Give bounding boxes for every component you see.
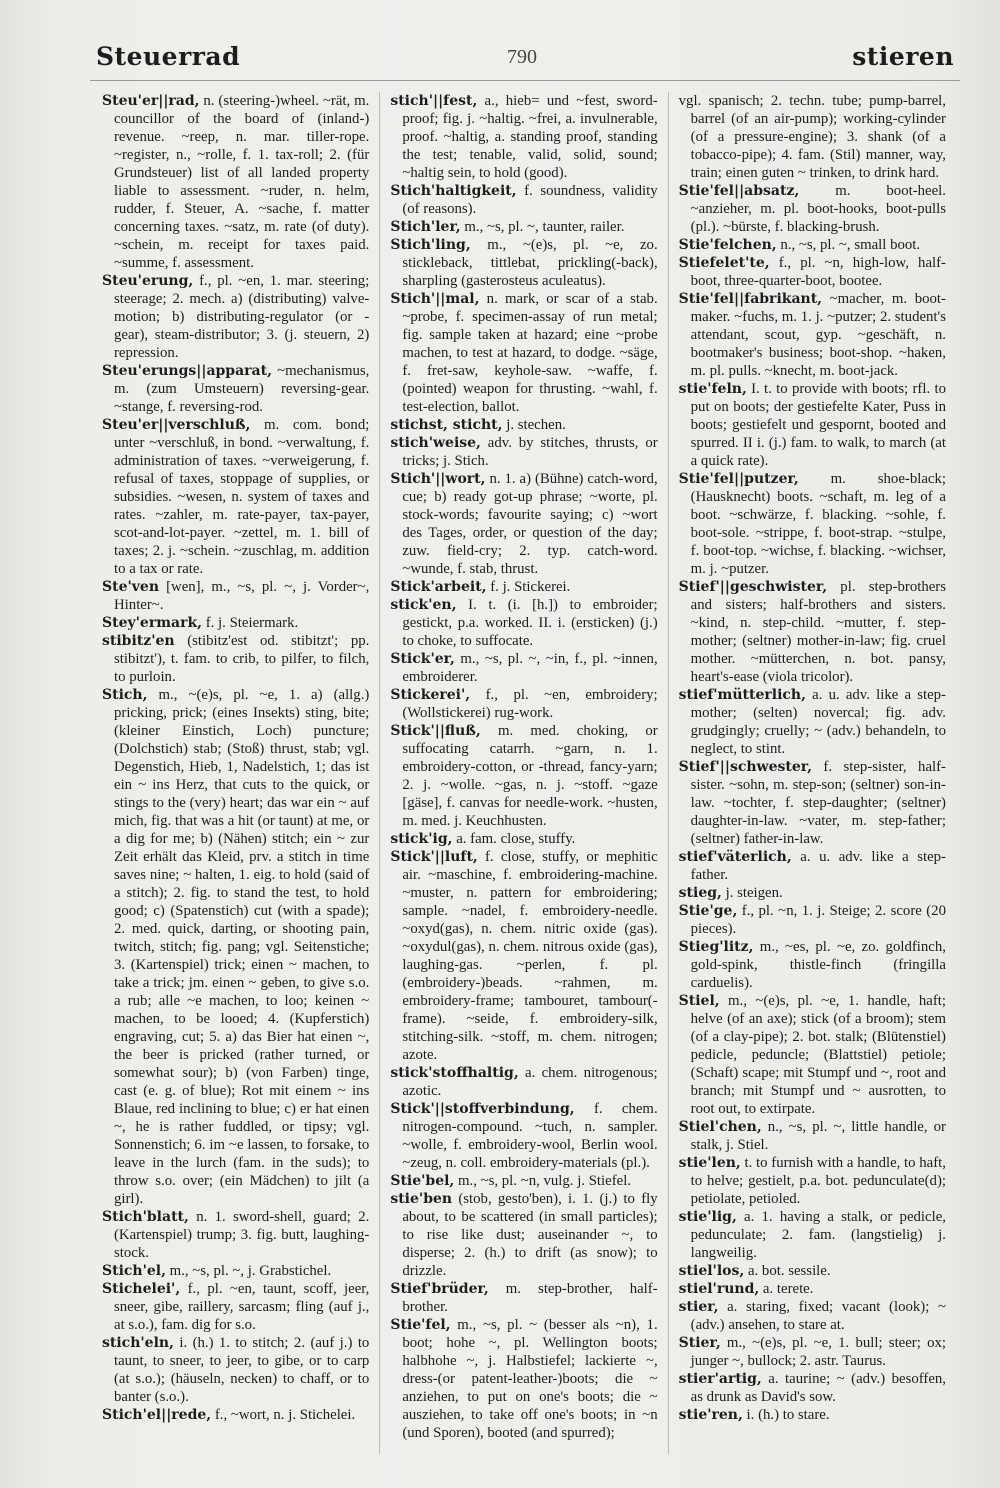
text-columns: [92, 92, 956, 1454]
dictionary-entry: [679, 902, 946, 938]
entry-headword: Stie'bel,: [390, 1173, 455, 1189]
entry-definition: a. chem. nitrogenous; azotic.: [402, 1065, 658, 1099]
entry-headword: Steu'erungs||apparat,: [102, 363, 272, 379]
entry-definition: m., ~s, pl. ~n, vulg. j. Stiefel.: [454, 1173, 632, 1189]
entry-definition: a. u. adv. like a step-father.: [690, 849, 946, 883]
entry-definition: ~macher, m. boot-maker. ~fuchs, m. 1. j. ~putzer; 2. student's attendant, scout, gyp. ~geschäft, n. bootmaker's business; boot-shop. ~haken, m. pl. pulls. ~knecht, m. boot-jack.: [690, 291, 946, 379]
entry-headword: Stich'haltigkeit,: [390, 183, 517, 199]
dictionary-entry: [390, 416, 657, 434]
entry-headword: Steu'er||rad,: [102, 93, 200, 109]
entry-headword: stick'en,: [390, 597, 457, 613]
dictionary-entry: [679, 380, 946, 470]
entry-definition: f., ~wort, n. j. Stichelei.: [211, 1407, 356, 1423]
entry-definition: m., ~(e)s, pl. ~e, 1. a) (allg.) pricking, prick; (eines Insekts) sting, bite; (kleiner Einstich, Loch) puncture; (Dolchstich) stab; (Stoß) thrust, stab; vgl. Degenstich, Hieb, 1, Nadelstich, 1; das ist ein ~ ins Herz, that cuts to the quick, or stings to the (very) heart; das war ein ~ auf mich, fig. that was a hit (or taunt) at me, or a dig for me; b) (Nähen) stitch; ein ~ zur Zeit erhält das Kleid, prv. a stitch in time saves nine; ~ halten, 1. eig. to hold (said of a stitch); 2. fig. to stand the test, to hold good; c) (Spatenstich) cut (with a spade); 2. med. quick, darting, or shooting pain, twitch, stitch; fig. pang; vgl. Seitenstiche; 3. (Kartenspiel) trick; einen ~ machen, to take a trick; jm. einen ~ geben, to give s.o. a rub; alle ~e machen, to loo; keinen ~ machen, to be looed; 4. (Kupferstich) engraving, cut; 5. a) das Bier hat einen ~, the beer is pricked (rather turned, or somewhat sour); b) (von Farben) tinge, cast (e. g. of blue); Rot mit einem ~ ins Blaue, red inclining to blue; c) er hat einen ~, he is rather fuddled, or tipsy; vgl. Sonnenstich; 6. im ~e lassen, to forsake, to leave in the lurch (fam. in the suds); to throw s.o. over; (ein Mädchen) to jilt (a girl).: [114, 687, 370, 1207]
entry-definition: a. u. adv. like a step-mother; (selten) novercal; fig. adv. grudgingly; cruelly; ~ (adv.) behandeln, to neglect, to stint.: [690, 687, 946, 757]
entry-headword: Stich,: [102, 687, 148, 703]
entry-headword: stick'stoffhaltig,: [390, 1065, 519, 1081]
entry-headword: stich'||fest,: [390, 93, 478, 109]
entry-headword: stiel'rund,: [678, 1281, 760, 1297]
running-header: [84, 40, 960, 80]
entry-headword: stier,: [678, 1299, 719, 1315]
dictionary-entry: [102, 1334, 369, 1406]
entry-definition: m., ~s, pl. ~, taunter, railer.: [460, 219, 625, 235]
entry-definition: I. t. to provide with boots; rfl. to put on boots; der gestiefelte Kater, Puss in boots; gestiefelt und gespornt, booted and spurred. II i. (j.) fam. to walk, to march (at a quick rate).: [690, 381, 946, 469]
dictionary-entry: [102, 578, 369, 614]
dictionary-entry: [679, 92, 946, 182]
dictionary-entry: [679, 848, 946, 884]
entry-headword: Stie'fel||absatz,: [678, 183, 800, 199]
entry-headword: Steu'er||verschluß,: [102, 417, 251, 433]
dictionary-entry: [390, 1064, 657, 1100]
entry-definition: n., ~s, pl. ~, small boot.: [776, 237, 921, 253]
entry-definition: t. to furnish with a handle, to haft, to helve; gestielt, p.a. bot. pedunculate(d); petiolate, petioled.: [690, 1155, 946, 1207]
entry-headword: Steu'erung,: [102, 273, 194, 289]
entry-headword: stich'eln,: [102, 1335, 174, 1351]
entry-headword: stich'weise,: [390, 435, 481, 451]
dictionary-entry: [102, 1262, 369, 1280]
entry-definition: n., ~s, pl. ~, little handle, or stalk, j. Stiel.: [690, 1119, 946, 1153]
column-2: [379, 92, 667, 1454]
dictionary-entry: [679, 1118, 946, 1154]
header-rule: [90, 80, 960, 81]
dictionary-entry: [390, 182, 657, 218]
entry-headword: Stich'el,: [102, 1263, 166, 1279]
dictionary-entry: [102, 92, 369, 272]
entry-headword: Ste'ven: [102, 579, 159, 595]
entry-headword: stie'ben: [390, 1191, 453, 1207]
entry-headword: Stich'||wort,: [390, 471, 486, 487]
entry-headword: Stich'ler,: [390, 219, 461, 235]
entry-definition: m. boot-heel. ~anzieher, m. pl. boot-hooks, boot-pulls (pl.). ~bürste, f. blacking-brush.: [690, 183, 946, 235]
entry-definition: (stob, gesto'ben), i. 1. (j.) to fly about, to be scattered (in small particles); to rise like dust; auseinander ~, to disperse; 2. (h.) to drift (as snow); to drizzle.: [402, 1191, 658, 1279]
entry-definition: m. com. bond; unter ~verschluß, in bond. ~verwaltung, f. administration of taxes. ~verweigerung, f. refusal of taxes, stoppage of supplies, or subsidies. ~wesen, n. system of taxes and rates. ~zahler, m. rate-payer, tax-payer, scot-and-lot-payer. ~zettel, m. 1. bill of taxes; 2. j. ~schein. ~zuschlag, m. addition to a tax or rate.: [114, 417, 370, 577]
dictionary-entry: [102, 362, 369, 416]
entry-definition: j. steigen.: [721, 885, 783, 901]
entry-definition: m. shoe-black; (Hausknecht) boots. ~schaft, m. leg of a boot. ~schwärze, f. blacking. ~sohle, f. boot-sole. ~strippe, f. boot-strap. ~stulpe, f. boot-top. ~wichse, f. blacking. ~wichser, m. j. ~putzer.: [690, 471, 946, 577]
dictionary-entry: [390, 470, 657, 578]
entry-headword: stief'väterlich,: [678, 849, 792, 865]
header-first-word: Steuerrad: [96, 42, 241, 71]
dictionary-entry: [679, 254, 946, 290]
dictionary-entry: [102, 632, 369, 686]
entry-headword: Stie'fel||fabrikant,: [678, 291, 823, 307]
entry-definition: f., pl. ~en, 1. mar. steering; steerage; 2. mech. a) (distributing) valve-motion; b) distributing-regulator (or -gear), steam-distributor; 3. (j. steuern, 2) repression.: [114, 273, 370, 361]
dictionary-entry: [679, 884, 946, 902]
entry-definition: m., ~s, pl. ~, ~in, f., pl. ~innen, embroiderer.: [402, 651, 658, 685]
dictionary-entry: [679, 1406, 946, 1424]
entry-definition: m., ~(e)s, pl. ~e, 1. handle, haft; helve (of an axe); stick (of a broom); stem (of a clay-pipe); 2. bot. stalk; (Blütenstiel) pedicle, peduncle; (Blattstiel) petiole; (Schaft) scape; mit Stumpf und ~, root and branch; mit Stumpf und ~ ausrotten, to root out, to extirpate.: [690, 993, 946, 1117]
header-last-word: stieren: [852, 42, 954, 71]
entry-definition: m., ~(e)s, pl. ~e, zo. stickleback, tittlebat, prickling(-back), sharpling (gasterosteus aculeatus).: [402, 237, 658, 289]
entry-definition: f., pl. ~en, embroidery; (Wollstickerei) rug-work.: [402, 687, 658, 721]
dictionary-entry: [679, 686, 946, 758]
entry-headword: Stick'||stoffverbindung,: [390, 1101, 575, 1117]
dictionary-entry: [679, 938, 946, 992]
dictionary-entry: [390, 1316, 657, 1442]
entry-definition: a. fam. close, stuffy.: [452, 831, 576, 847]
dictionary-entry: [102, 614, 369, 632]
column-3: [668, 92, 956, 1454]
entry-headword: Stier,: [678, 1335, 721, 1351]
entry-headword: Stick'er,: [390, 651, 455, 667]
dictionary-entry: [102, 1406, 369, 1424]
entry-headword: Stey'ermark,: [102, 615, 203, 631]
dictionary-entry: [390, 596, 657, 650]
dictionary-entry: [679, 470, 946, 578]
entry-headword: Stick'||fluß,: [390, 723, 481, 739]
entry-definition: m., ~s, pl. ~, j. Grabstichel.: [165, 1263, 332, 1279]
dictionary-entry: [679, 236, 946, 254]
entry-headword: Stich'el||rede,: [102, 1407, 212, 1423]
entry-headword: stie'ren,: [678, 1407, 743, 1423]
entry-definition: ~mechanismus, m. (zum Umsteuern) reversing-gear. ~stange, f. reversing-rod.: [114, 363, 370, 415]
dictionary-entry: [679, 578, 946, 686]
entry-headword: Stieg'litz,: [678, 939, 754, 955]
entry-definition: vgl. spanisch; 2. techn. tube; pump-barrel, barrel (of an air-pump); working-cylinder (of a pressure-engine); 3. shank (of a tobacco-pipe); 4. fam. (Stil) manner, way, train; einen guten ~ trinken, to drink hard.: [678, 93, 946, 181]
entry-headword: stie'lig,: [678, 1209, 737, 1225]
dictionary-entry: [390, 686, 657, 722]
dictionary-entry: [390, 236, 657, 290]
entry-definition: a. 1. having a stalk, or pedicle, pedunculate; 2. fam. (langstielig) j. langweilig.: [690, 1209, 946, 1261]
entry-definition: m. med. choking, or suffocating catarrh. ~garn, n. 1. embroidery-cotton, or -thread, fancy-yarn; 2. j. ~wolle. ~gas, n. j. ~stoff. ~gaze [gäse], f. canvas for needle-work. ~husten, m. med. j. Keuchhusten.: [402, 723, 658, 829]
dictionary-entry: [390, 92, 657, 182]
entry-definition: f. soundness, validity (of reasons).: [402, 183, 658, 217]
entry-definition: f., pl. ~n, high-low, half-boot, three-quarter-boot, bootee.: [690, 255, 946, 289]
entry-headword: stibitz'en: [102, 633, 175, 649]
dictionary-entry: [390, 1100, 657, 1172]
dictionary-entry: [390, 290, 657, 416]
dictionary-entry: [102, 1280, 369, 1334]
entry-definition: f. j. Stickerei.: [486, 579, 571, 595]
dictionary-entry: [679, 1280, 946, 1298]
entry-definition: f., pl. ~en, taunt, scoff, jeer, sneer, gibe, raillery, sarcasm; fling (auf j., at s.o.), fam. dig for s.o.: [114, 1281, 370, 1333]
entry-definition: a. taurine; ~ (adv.) besoffen, as drunk as David's sow.: [690, 1371, 946, 1405]
entry-headword: Stich'blatt,: [102, 1209, 189, 1225]
dictionary-entry: [679, 758, 946, 848]
dictionary-entry: [679, 1370, 946, 1406]
dictionary-entry: [679, 1154, 946, 1208]
dictionary-entry: [679, 290, 946, 380]
entry-definition: adv. by stitches, thrusts, or tricks; j. Stich.: [402, 435, 658, 469]
entry-definition: f. step-sister, half-sister. ~sohn, m. step-son; (seltner) son-in-law. ~tochter, f. step-daughter; (seltner) daughter-in-law. ~vater, m. step-father; (seltner) father-in-law.: [690, 759, 946, 847]
entry-definition: m., ~s, pl. ~ (besser als ~n), 1. boot; hohe ~, pl. Wellington boots; halbhohe ~, j. Halbstiefel; lackierte ~, dress-(or patent-leather-)boots; die ~ anziehen, to put on one's boots; die ~ ausziehen, to take off one's boots; in ~n (und Sporen), booted (and spurred);: [402, 1317, 658, 1441]
entry-headword: Stiefelet'te,: [678, 255, 770, 271]
entry-definition: i. (h.) 1. to stitch; 2. (auf j.) to taunt, to sneer, to jeer, to gibe, or to carp (at s.o.); (häuseln, necken) to chaff, or to banter (s.o.).: [114, 1335, 370, 1405]
entry-definition: a., hieb= und ~fest, sword-proof; fig. j. ~haltig. ~frei, a. invulnerable, proof. ~haltig, a. standing proof, standing the test; tenable, valid, solid, sound; ~haltig sein, to hold (good).: [402, 93, 658, 181]
dictionary-entry: [102, 272, 369, 362]
dictionary-entry: [679, 1262, 946, 1280]
dictionary-entry: [390, 1190, 657, 1280]
dictionary-entry: [390, 848, 657, 1064]
dictionary-entry: [390, 578, 657, 596]
dictionary-entry: [390, 722, 657, 830]
entry-headword: Stie'fel||putzer,: [678, 471, 799, 487]
entry-headword: stier'artig,: [678, 1371, 762, 1387]
entry-headword: stieg,: [678, 885, 722, 901]
entry-definition: f. j. Steiermark.: [202, 615, 299, 631]
entry-definition: [wen], m., ~s, pl. ~, j. Vorder~, Hinter~.: [114, 579, 370, 613]
entry-definition: i. (h.) to stare.: [742, 1407, 830, 1423]
entry-headword: Stickerei',: [390, 687, 471, 703]
dictionary-entry: [102, 1208, 369, 1262]
entry-headword: Stichelei',: [102, 1281, 181, 1297]
entry-definition: n. mark, or scar of a stab. ~probe, f. specimen-assay of run metal; fig. sample taken at hazard; eine ~probe machen, to test at hazard, to dodge. ~säge, f. fret-saw, keyhole-saw. ~waffe, f. (pointed) weapon for thrusting. ~wahl, f. test-election, ballot.: [402, 291, 658, 415]
entry-definition: m., ~(e)s, pl. ~e, 1. bull; steer; ox; junger ~, bullock; 2. astr. Taurus.: [690, 1335, 946, 1369]
dictionary-entry: [679, 992, 946, 1118]
dictionary-entry: [102, 686, 369, 1208]
entry-headword: Stick'||luft,: [390, 849, 478, 865]
column-1: [92, 92, 379, 1454]
entry-definition: n. 1. sword-shell, guard; 2. (Kartenspiel) trump; 3. fig. butt, laughing-stock.: [114, 1209, 370, 1261]
entry-headword: Stiel,: [678, 993, 720, 1009]
entry-headword: Stick'arbeit,: [390, 579, 487, 595]
dictionary-entry: [679, 182, 946, 236]
entry-definition: I. t. (i. [h.]) to embroider; gestickt, p.a. worked. II. i. (ersticken) (j.) to choke, to suffocate.: [402, 597, 658, 649]
entry-headword: Stief'brüder,: [390, 1281, 489, 1297]
dictionary-entry: [679, 1334, 946, 1370]
dictionary-entry: [390, 434, 657, 470]
entry-definition: a. terete.: [759, 1281, 814, 1297]
dictionary-entry: [390, 830, 657, 848]
dictionary-entry: [679, 1208, 946, 1262]
entry-definition: (stibitz'est od. stibitzt'; pp. stibitzt'), t. fam. to crib, to pilfer, to filch, to purloin.: [114, 633, 370, 685]
dictionary-entry: [679, 1298, 946, 1334]
entry-headword: Stie'fel,: [390, 1317, 451, 1333]
entry-headword: stiel'los,: [678, 1263, 745, 1279]
dictionary-entry: [390, 218, 657, 236]
entry-definition: m., ~es, pl. ~e, zo. goldfinch, gold-spink, thistle-finch (fringilla carduelis).: [690, 939, 946, 991]
entry-definition: f., pl. ~n, 1. j. Steige; 2. score (20 pieces).: [690, 903, 946, 937]
entry-headword: Stich'ling,: [390, 237, 471, 253]
dictionary-entry: [102, 416, 369, 578]
entry-headword: Stiel'chen,: [678, 1119, 762, 1135]
page-number: 790: [507, 46, 537, 68]
entry-headword: Stich'||mal,: [390, 291, 480, 307]
dictionary-entry: [390, 1280, 657, 1316]
entry-headword: Stief'||geschwister,: [678, 579, 828, 595]
dictionary-entry: [390, 650, 657, 686]
entry-definition: m. step-brother, half-brother.: [402, 1281, 658, 1315]
entry-definition: n. (steering-)wheel. ~rät, m. councillor of the board of (inland-) revenue. ~reep, n. mar. tiller-rope. ~register, n., ~rolle, f. 1. tax-roll; 2. (für Grundsteuer) list of all landed property liable to assessment. ~ruder, n. helm, rudder, f. Steuer, A. ~sache, f. matter concerning taxes. ~satz, m. rate (of duty). ~schein, m. receipt for taxes paid. ~summe, f. assessment.: [114, 93, 370, 271]
entry-definition: a. bot. sessile.: [744, 1263, 831, 1279]
entry-definition: f. close, stuffy, or mephitic air. ~maschine, f. embroidering-machine. ~muster, n. pattern for embroidering; sample. ~nadel, f. embroidery-needle. ~oxyd(gas), n. chem. nitric oxide (gas). ~oxydul(gas), n. chem. nitrous oxide (gas), laughing-gas. ~perlen, f. pl. (embroidery-)beads. ~rahmen, m. embroidery-frame; tambouret, tambour(-frame). ~seide, f. embroidery-silk, stitching-silk. ~stoff, m. chem. nitrogen; azote.: [402, 849, 658, 1063]
entry-headword: stief'mütterlich,: [678, 687, 806, 703]
entry-definition: a. staring, fixed; vacant (look); ~ (adv.) ansehen, to stare at.: [690, 1299, 946, 1333]
entry-headword: stie'len,: [678, 1155, 741, 1171]
entry-definition: n. 1. a) (Bühne) catch-word, cue; b) ready got-up phrase; ~worte, pl. stock-words; favourite saying; c) ~wort des Tages, order, or question of the day; zuw. field-cry; 2. typ. catch-word. ~wunde, f. stab, thrust.: [402, 471, 658, 577]
entry-definition: f. chem. nitrogen-compound. ~tuch, n. sampler. ~wolle, f. embroidery-wool, Berlin wool. ~zeug, n. coll. embroidery-materials (pl.).: [402, 1101, 658, 1171]
entry-definition: pl. step-brothers and sisters; half-brothers and sisters. ~kind, n. step-child. ~mutter, f. step-mother; (seltner) mother-in-law; fig. cruel mother. ~mütterchen, n. bot. pansy, heart's-ease (viola tricolor).: [690, 579, 946, 685]
entry-definition: j. stechen.: [502, 417, 566, 433]
entry-headword: stie'feln,: [678, 381, 747, 397]
entry-headword: stick'ig,: [390, 831, 453, 847]
entry-headword: Stief'||schwester,: [678, 759, 812, 775]
entry-headword: Stie'ge,: [678, 903, 738, 919]
entry-headword: stichst, sticht,: [390, 417, 503, 433]
dictionary-entry: [390, 1172, 657, 1190]
entry-headword: Stie'felchen,: [678, 237, 777, 253]
